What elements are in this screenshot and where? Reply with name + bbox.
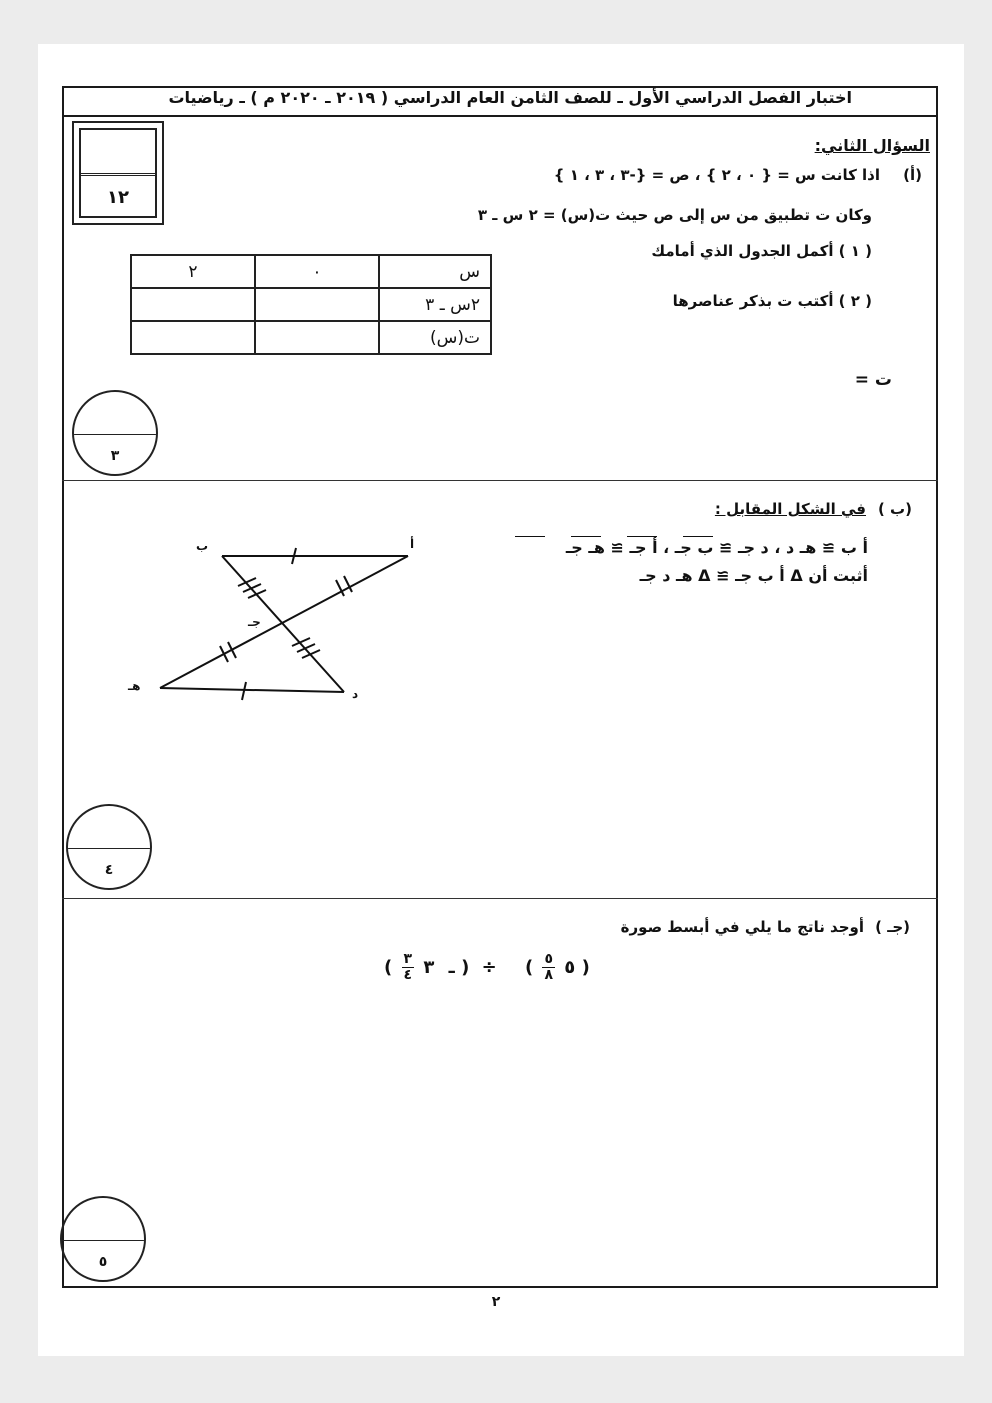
part-b-given: أ ب ≅ هـ د ، د جـ ≅ ب جـ ، أ جـ ≅ هـ جـ: [565, 538, 868, 557]
part-c-text: أوجد ناتج ما يلي في أبسط صورة: [620, 918, 864, 936]
table-cell: ت(س): [379, 321, 491, 354]
tick-mark: [302, 650, 320, 658]
part-a-line1: اذا كانت س = { ٠ ، ٢ } ، ص = {-٣ ، ٣ ، ١ }: [553, 166, 880, 184]
table-cell: ٠: [255, 255, 379, 288]
answer-prefix: ت =: [854, 370, 892, 390]
segment-ae: [160, 556, 408, 688]
division-sign: ÷: [481, 956, 497, 978]
paren-close: ): [524, 956, 534, 978]
part-b-label: (ب ): [877, 500, 912, 518]
minus-sign: ـ: [448, 956, 455, 978]
fraction-2: [402, 952, 415, 984]
tick-mark: [228, 642, 236, 658]
vertex-d-label: د: [352, 687, 359, 701]
mixed-whole-1: ٥: [564, 956, 576, 978]
marks-divider: [68, 848, 150, 849]
part-a-line2: وكان ت تطبيق من س إلى ص حيث ت(س) = ٢ س ـ ٣: [477, 206, 872, 224]
page-number: ٢: [491, 1294, 501, 1310]
part-c-label: (جـ ): [875, 918, 910, 936]
vertex-c-label: جـ: [248, 615, 261, 629]
marks-circle-c: [60, 1196, 146, 1282]
numerator-2: ٣: [403, 951, 413, 967]
part-b-heading: في الشكل المقابل :: [714, 500, 866, 518]
paren-close: ): [384, 956, 393, 978]
vertex-a-label: أ: [410, 537, 415, 551]
exam-title: اختبار الفصل الدراسي الأول ـ للصف الثامن العام الدراسي ( ٢٠١٩ ـ ٢٠٢٠ م ) ـ رياضيات: [168, 88, 852, 107]
table-cell: ٢: [131, 255, 255, 288]
fraction-1: [542, 952, 555, 984]
part-a-item2: ( ٢ ) أكتب ت بذكر عناصرها: [672, 292, 872, 310]
vertex-b-label: ب: [196, 539, 209, 553]
numerator-1: ٥: [544, 951, 554, 967]
segment-bd: [222, 556, 344, 692]
segment-ed: [160, 688, 344, 692]
part-a-item1: ( ١ ) أكمل الجدول الذي أمامك: [651, 242, 872, 260]
marks-value: ٤: [104, 862, 114, 878]
denominator-2: ٤: [403, 967, 413, 984]
question-title: السؤال الثاني:: [814, 136, 930, 155]
mixed-whole-2: ٣: [423, 956, 435, 978]
denominator-1: ٨: [544, 967, 554, 984]
marks-circle-b: [66, 804, 152, 890]
marks-value: ٥: [98, 1254, 108, 1270]
paren-open: (: [581, 956, 590, 978]
tick-mark: [248, 590, 266, 598]
part-a-label: (أ): [903, 166, 922, 184]
part-b-prove: أثبت أن Δ أ ب جـ ≅ Δ هـ د جـ: [639, 566, 868, 585]
tick-mark: [220, 646, 228, 662]
expression: [384, 952, 590, 984]
marks-divider: [62, 1240, 144, 1241]
table-cell: ٢س ـ ٣: [379, 288, 491, 321]
score-total: ١٢: [107, 187, 129, 208]
tick-mark: [242, 682, 246, 700]
paren-open: (: [461, 956, 470, 978]
vertex-e-label: هـ: [128, 679, 141, 693]
table-cell: س: [379, 255, 491, 288]
marks-value: ٣: [110, 448, 120, 464]
